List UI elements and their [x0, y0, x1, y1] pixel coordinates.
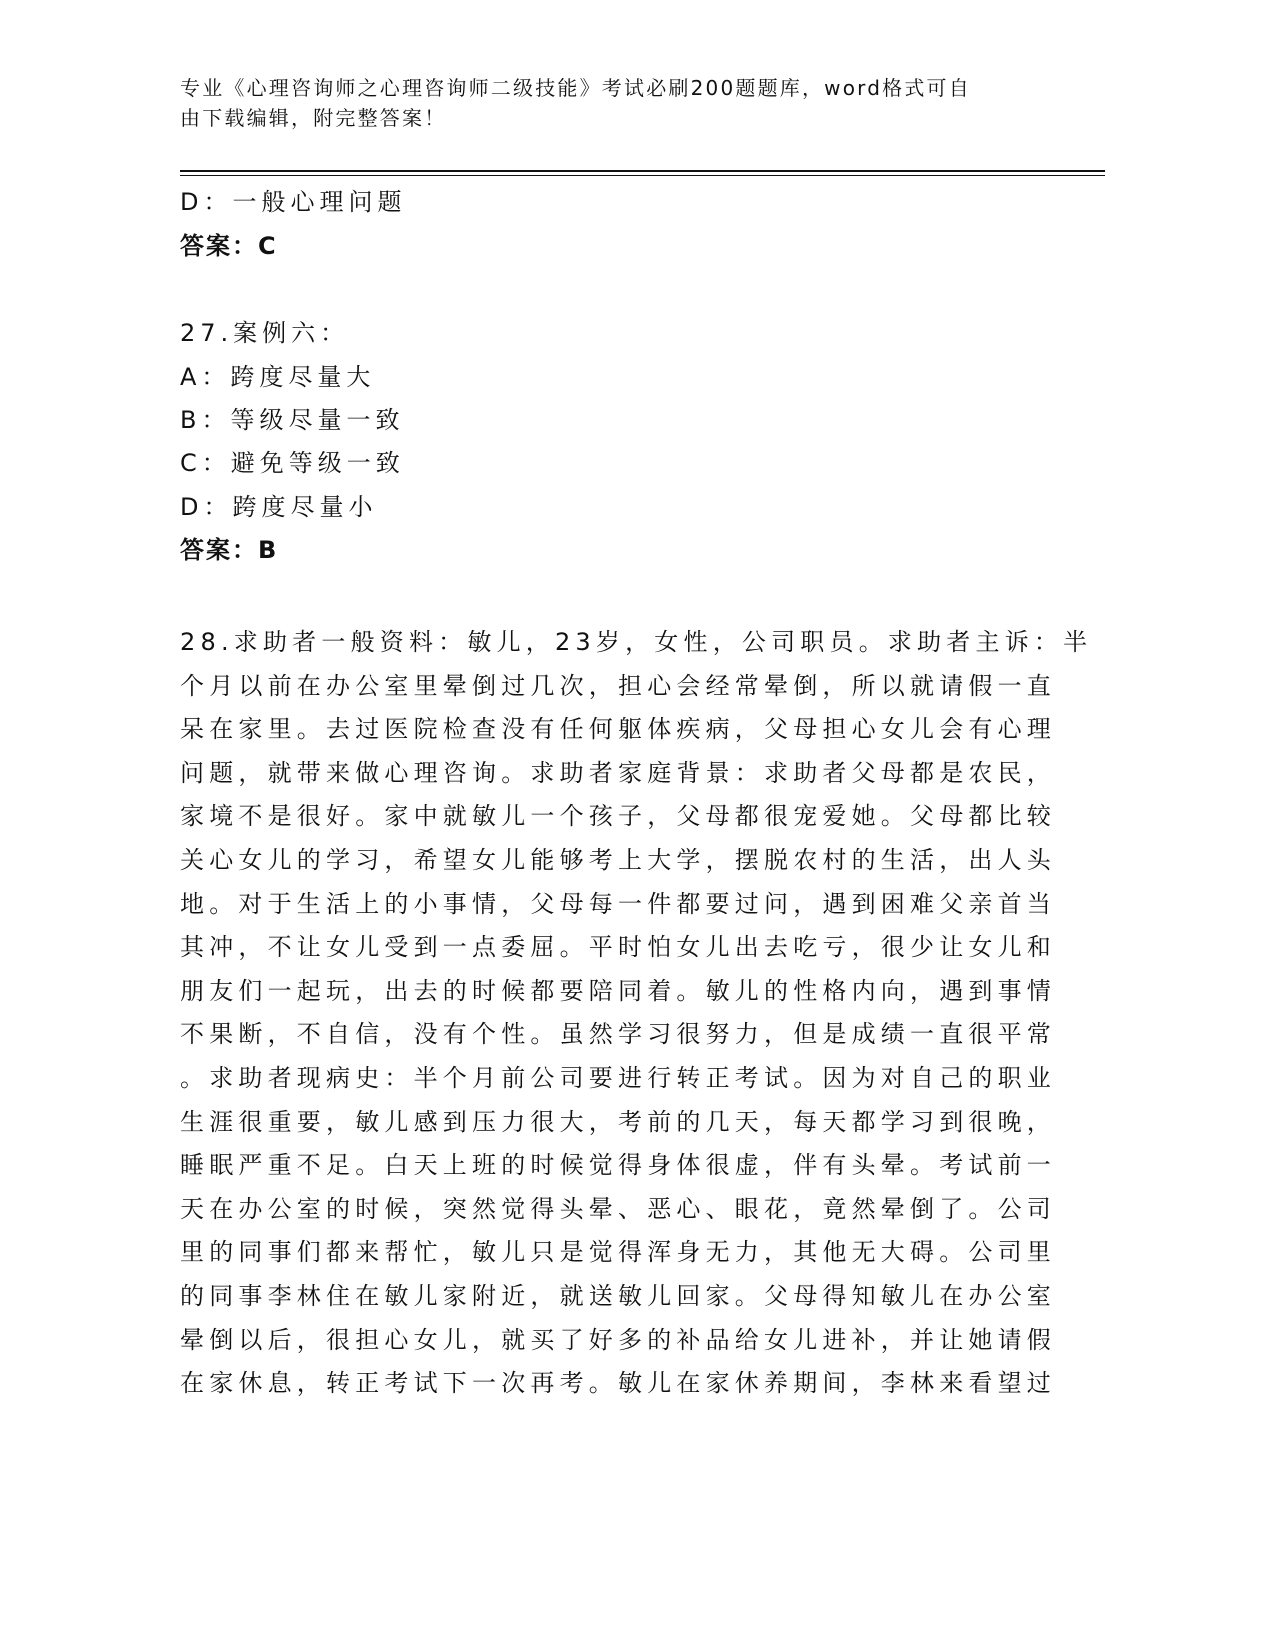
q28-line: 28.求助者一般资料：敏儿，23岁，女性，公司职员。求助者主诉：半	[180, 628, 1093, 656]
q28-line: 生涯很重要，敏儿感到压力很大，考前的几天，每天都学习到很晚，	[180, 1107, 1056, 1136]
q28-line: 家境不是很好。家中就敏儿一个孩子，父母都很宠爱她。父母都比较	[180, 802, 1056, 831]
q27-option-a: A：跨度尽量大	[180, 363, 376, 391]
q28-line: 呆在家里。去过医院检查没有任何躯体疾病，父母担心女儿会有心理	[180, 715, 1056, 744]
q28-line: 问题，就带来做心理咨询。求助者家庭背景：求助者父母都是农民，	[180, 758, 1056, 787]
header-divider-thin	[180, 175, 1105, 176]
header-line-1: 专业《心理咨询师之心理咨询师二级技能》考试必刷200题题库，word格式可自	[180, 76, 971, 100]
q28-line: 关心女儿的学习，希望女儿能够考上大学，摆脱农村的生活，出人头	[180, 845, 1056, 874]
q28-line: 的同事李林住在敏儿家附近，就送敏儿回家。父母得知敏儿在办公室	[180, 1281, 1056, 1310]
q28-line: 天在办公室的时候，突然觉得头晕、恶心、眼花，竟然晕倒了。公司	[180, 1194, 1056, 1223]
q27-option-d: D：跨度尽量小	[180, 493, 378, 521]
q27-answer: 答案：B	[180, 536, 279, 564]
q27-option-b: B：等级尽量一致	[180, 406, 405, 434]
q28-line: 个月以前在办公室里晕倒过几次，担心会经常晕倒，所以就请假一直	[180, 671, 1056, 700]
q28-line: 其冲，不让女儿受到一点委屈。平时怕女儿出去吃亏，很少让女儿和	[180, 933, 1056, 962]
header-divider	[180, 170, 1105, 172]
q26-answer: 答案：C	[180, 232, 278, 260]
q28-line: 朋友们一起玩，出去的时候都要陪同着。敏儿的性格内向，遇到事情	[180, 976, 1056, 1005]
q28-line: 在家休息，转正考试下一次再考。敏儿在家休养期间，李林来看望过	[180, 1369, 1056, 1398]
header-line-2: 由下载编辑，附完整答案！	[180, 106, 447, 130]
q28-line: 不果断，不自信，没有个性。虽然学习很努力，但是成绩一直很平常	[180, 1020, 1056, 1049]
q28-line: 晕倒以后，很担心女儿，就买了好多的补品给女儿进补，并让她请假	[180, 1325, 1056, 1354]
q28-line: 里的同事们都来帮忙，敏儿只是觉得浑身无力，其他无大碍。公司里	[180, 1238, 1056, 1267]
q26-option-d: D：一般心理问题	[180, 188, 407, 216]
q28-line: 睡眠严重不足。白天上班的时候觉得身体很虚，伴有头晕。考试前一	[180, 1151, 1056, 1180]
q28-paragraph	[180, 621, 1092, 1406]
q27-stem: 27.案例六：	[180, 319, 350, 347]
q27-option-c: C：避免等级一致	[180, 449, 405, 477]
q28-line: 地。对于生活上的小事情，父母每一件都要过问，遇到困难父亲首当	[180, 889, 1056, 918]
q28-line: 。求助者现病史：半个月前公司要进行转正考试。因为对自己的职业	[180, 1063, 1056, 1092]
